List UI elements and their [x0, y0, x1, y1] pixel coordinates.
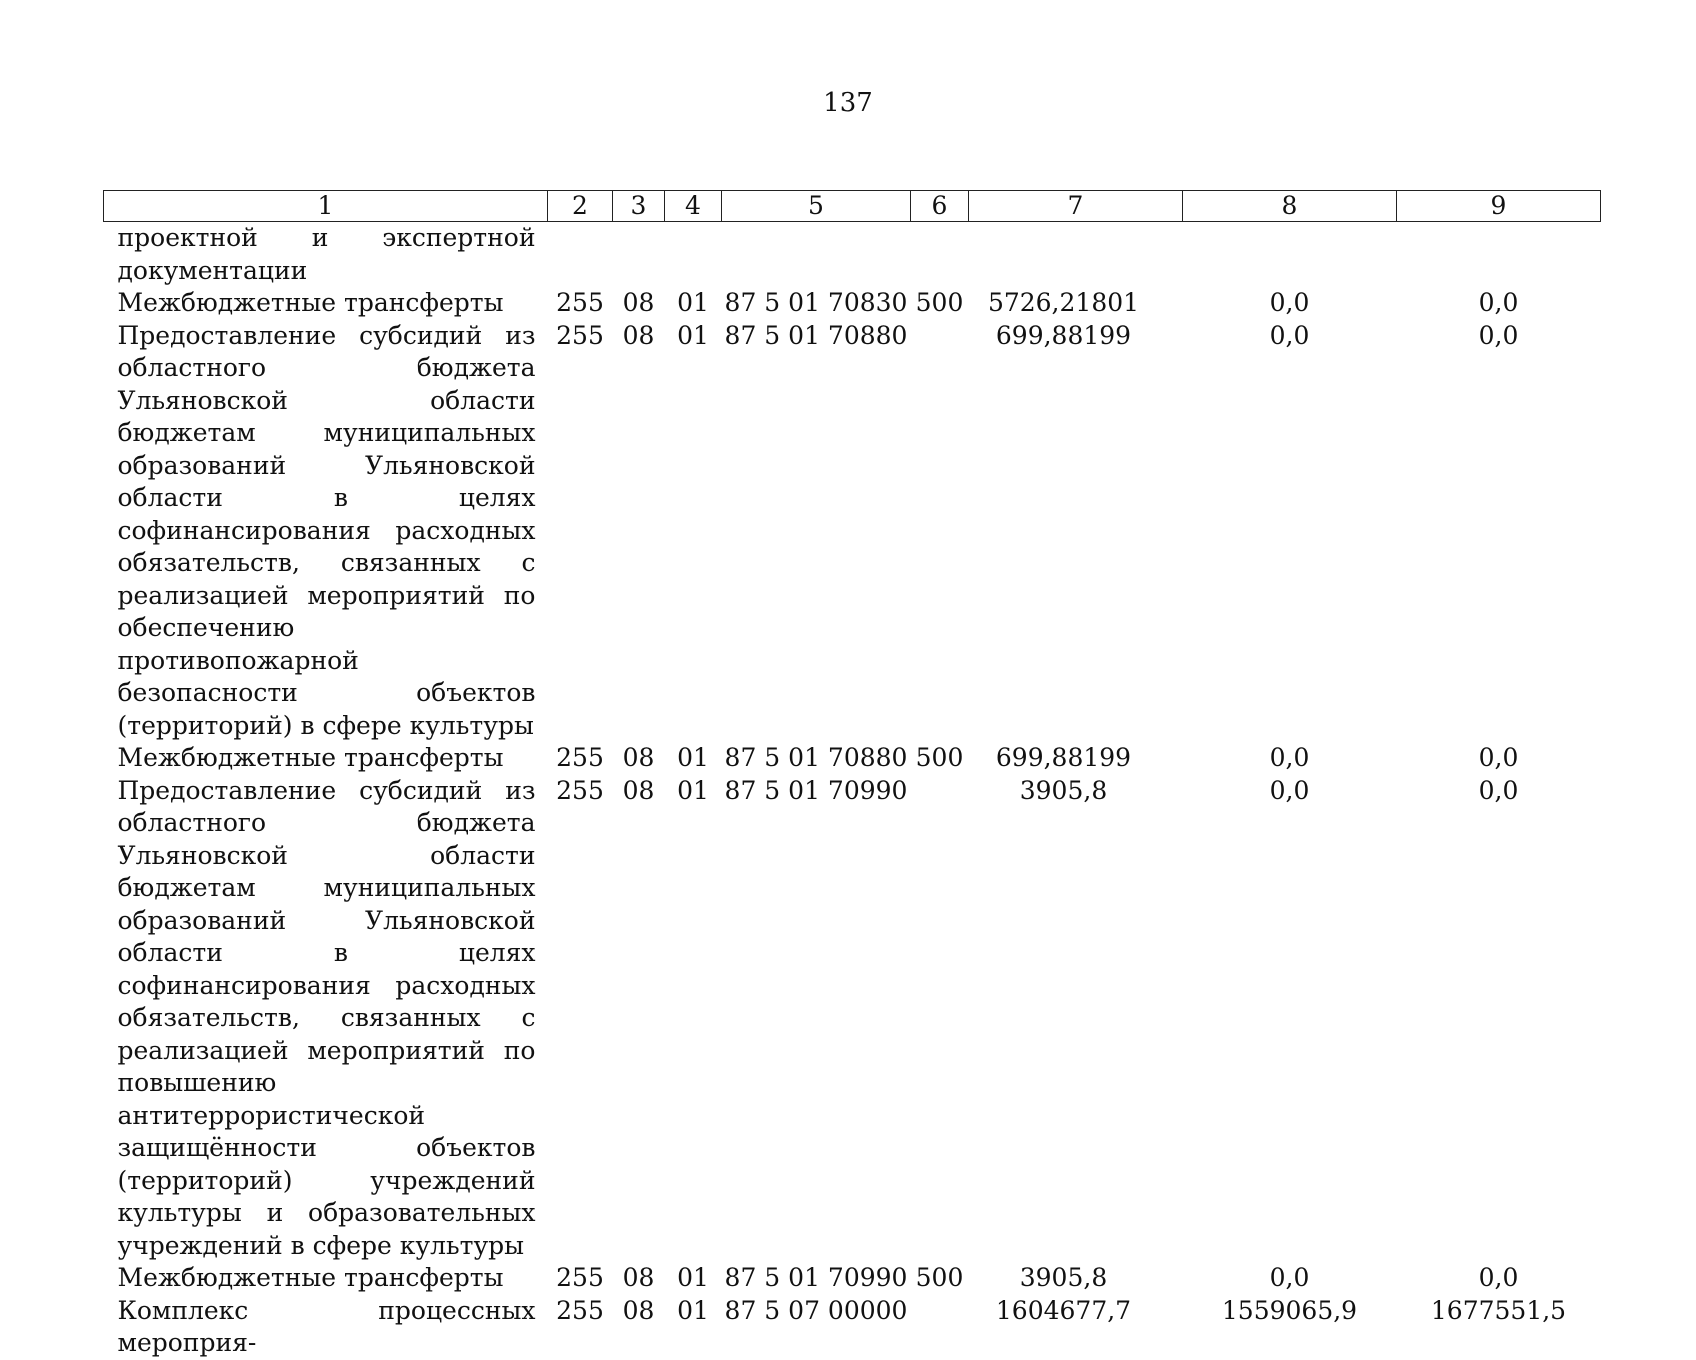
table-cell: 01 — [677, 1263, 709, 1292]
table-cell: 01 — [677, 320, 709, 350]
table-cell: 1559065,9 — [1221, 1295, 1358, 1325]
table-cell: 0,0 — [1269, 320, 1310, 350]
table-body — [104, 222, 1601, 1360]
column-header: 4 — [665, 191, 722, 222]
table-cell — [969, 222, 1183, 288]
table-row — [104, 1262, 1601, 1295]
table-cell: 500 — [915, 743, 964, 772]
table-cell: 0,0 — [1478, 320, 1519, 350]
row-description-cell: Межбюджетные трансферты — [117, 288, 504, 317]
table-cell: 255 — [556, 1295, 604, 1325]
table-row — [104, 775, 1601, 1263]
table-cell: 699,88199 — [995, 743, 1132, 772]
budget-table — [103, 190, 1601, 1360]
table-cell: 0,0 — [1269, 1263, 1310, 1292]
table-cell: 0,0 — [1478, 288, 1519, 317]
table-cell: 01 — [677, 743, 709, 772]
table-cell — [911, 222, 969, 288]
table-cell: 500 — [915, 1263, 964, 1292]
table-cell: 500 — [915, 288, 964, 317]
table-cell: 255 — [556, 1263, 604, 1292]
table-header-row — [104, 191, 1601, 222]
table-cell: 3905,8 — [1019, 1263, 1108, 1292]
row-description-cell: Межбюджетные трансферты — [117, 743, 504, 772]
table-cell — [1397, 222, 1601, 288]
table-row — [104, 222, 1601, 288]
table-cell: 0,0 — [1269, 288, 1310, 317]
column-header: 9 — [1397, 191, 1601, 222]
table-cell: 1677551,5 — [1430, 1295, 1567, 1325]
table-cell: 255 — [556, 320, 604, 350]
table-cell: 255 — [556, 743, 604, 772]
table-cell: 0,0 — [1269, 743, 1310, 772]
table-cell: 87 5 07 00000 — [724, 1295, 908, 1325]
table-row — [104, 287, 1601, 320]
table-cell: 255 — [556, 775, 604, 805]
table-cell — [665, 222, 722, 288]
table-cell: 3905,8 — [1019, 775, 1108, 805]
column-header: 5 — [722, 191, 911, 222]
table-row — [104, 1295, 1601, 1360]
column-header: 1 — [104, 191, 548, 222]
table-cell: 0,0 — [1478, 1263, 1519, 1292]
table-cell: 08 — [622, 1263, 655, 1292]
row-description-cell: проектной и экспертной документации — [117, 223, 536, 285]
table-cell: 08 — [622, 775, 655, 805]
table-cell: 87 5 01 70880 — [724, 320, 908, 350]
table-row — [104, 742, 1601, 775]
table-cell: 0,0 — [1269, 775, 1310, 805]
table-cell — [548, 222, 613, 288]
column-header: 6 — [911, 191, 969, 222]
table-cell: 5726,21801 — [987, 288, 1140, 317]
table-cell: 08 — [622, 320, 655, 350]
table-cell: 08 — [622, 743, 655, 772]
column-header: 7 — [969, 191, 1183, 222]
table-cell — [911, 1295, 969, 1360]
table-cell: 87 5 01 70830 — [724, 288, 908, 317]
table-cell: 87 5 01 70990 — [724, 1263, 908, 1292]
table-cell: 01 — [677, 288, 709, 317]
column-header: 8 — [1183, 191, 1397, 222]
row-description-cell: Предоставление субсидий из областного бюджета Ульяновской области бюджетам муниципальных образований Ульяновской области в целях софинансирования расходных обязательств, связанных с реализацией мероприятий по обеспечению противопожарной безопасности объектов (территорий) в сфере культуры — [117, 320, 536, 740]
table-cell: 87 5 01 70880 — [724, 743, 908, 772]
table-cell: 01 — [677, 1295, 709, 1325]
table-cell — [911, 775, 969, 1263]
table-cell: 1604677,7 — [995, 1295, 1132, 1325]
table-cell: 255 — [556, 288, 604, 317]
table-cell — [1183, 222, 1397, 288]
table-cell: 0,0 — [1478, 775, 1519, 805]
table-cell: 08 — [622, 1295, 655, 1325]
table-cell: 01 — [677, 775, 709, 805]
table-cell: 0,0 — [1478, 743, 1519, 772]
table-cell — [911, 320, 969, 743]
column-header: 2 — [548, 191, 613, 222]
table-cell: 699,88199 — [995, 320, 1132, 350]
table-cell: 87 5 01 70990 — [724, 775, 908, 805]
row-description-cell: Межбюджетные трансферты — [117, 1263, 504, 1292]
table-row — [104, 320, 1601, 743]
row-description-cell: Предоставление субсидий из областного бюджета Ульяновской области бюджетам муниципальных образований Ульяновской области в целях софинансирования расходных обязательств, связанных с реализацией мероприятий по повышению антитеррористической защищённости объектов (территорий) учреждений культуры и образовательных учреждений в сфере культуры — [117, 775, 536, 1260]
table-cell — [722, 222, 911, 288]
table-cell: 08 — [622, 288, 655, 317]
table-cell — [613, 222, 665, 288]
page-number: 137 — [823, 88, 873, 118]
column-header: 3 — [613, 191, 665, 222]
row-description-cell: Комплекс процессных мероприя- — [117, 1295, 536, 1357]
